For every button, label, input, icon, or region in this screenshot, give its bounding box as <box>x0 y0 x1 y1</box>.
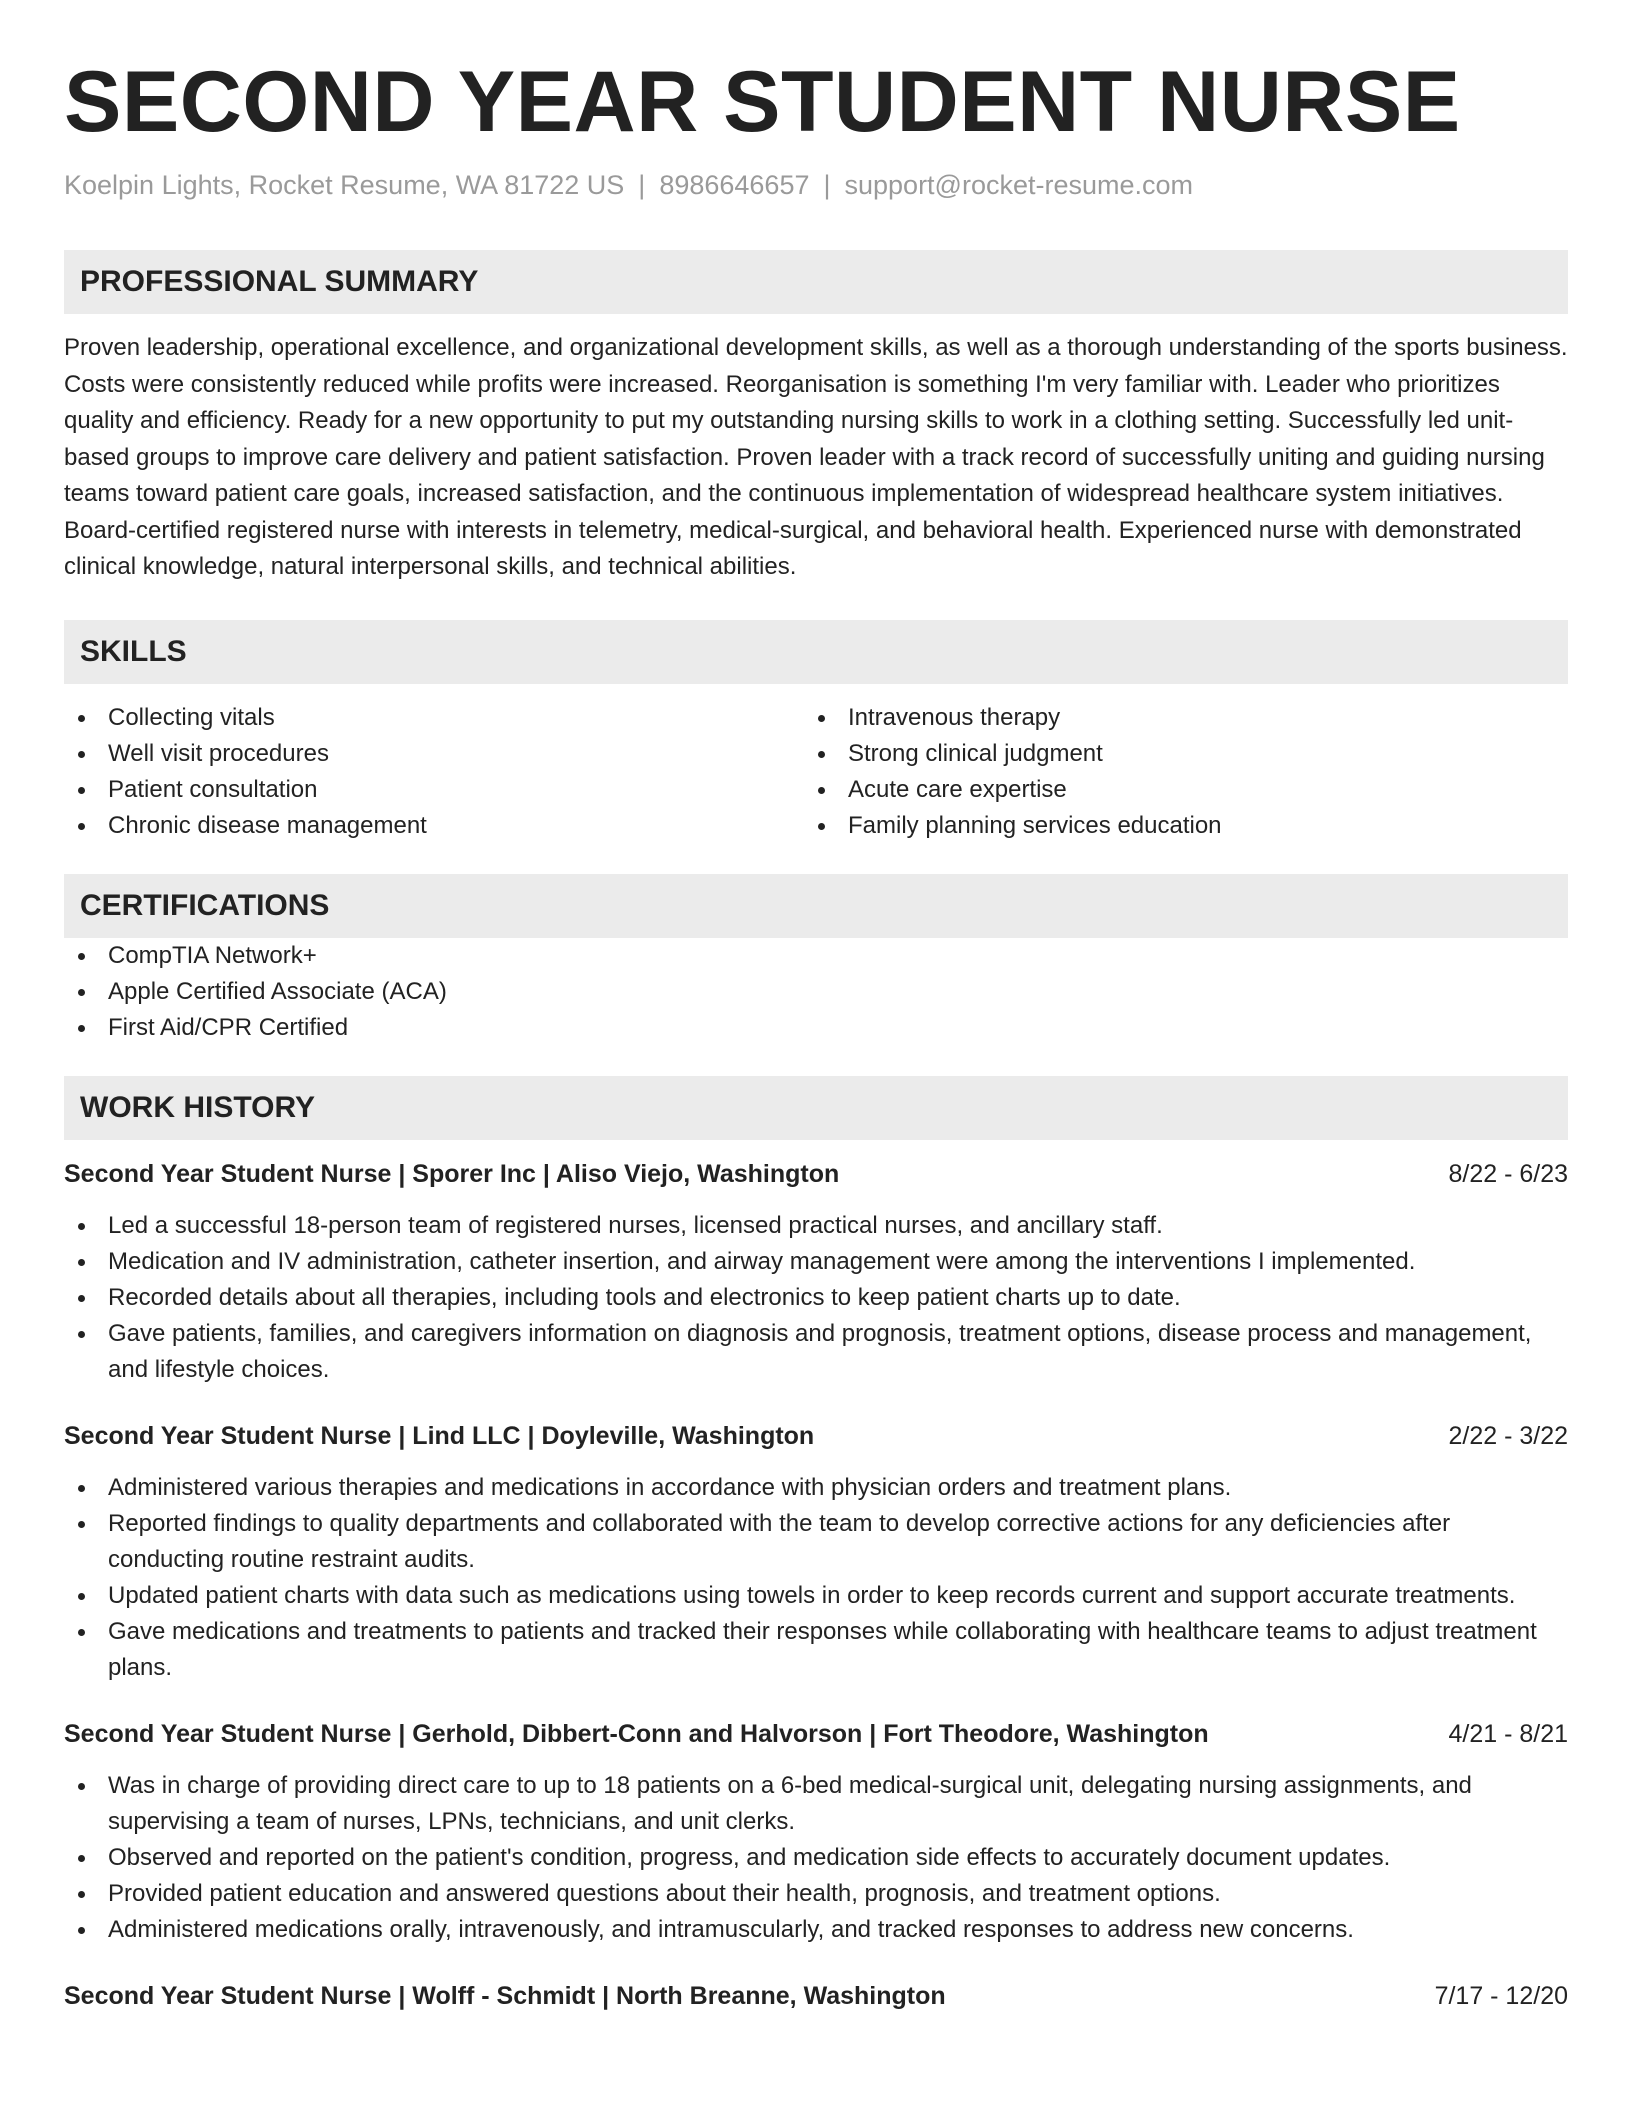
job-dates: 2/22 - 3/22 <box>1448 1421 1568 1450</box>
job-bullets <box>64 1470 1568 1686</box>
job-bullets <box>64 1208 1568 1388</box>
job-title: Second Year Student Nurse | Lind LLC | Doyleville, Washington <box>64 1421 815 1450</box>
skill-item: Collecting vitals <box>64 700 804 736</box>
contact-address: Koelpin Lights, Rocket Resume, WA 81722 US <box>64 170 625 200</box>
skill-item: Acute care expertise <box>804 772 1544 808</box>
skills-column-left <box>64 700 804 844</box>
certifications-list <box>64 938 1568 1046</box>
skill-item: Strong clinical judgment <box>804 736 1544 772</box>
job-title: Second Year Student Nurse | Wolff - Schmidt | North Breanne, Washington <box>64 1981 946 2010</box>
skill-item: Patient consultation <box>64 772 804 808</box>
certification-item: CompTIA Network+ <box>64 938 1568 974</box>
job-header <box>64 1716 1568 1752</box>
job-dates: 7/17 - 12/20 <box>1434 1981 1568 2010</box>
contact-separator: | <box>638 170 646 200</box>
job-bullet: Led a successful 18-person team of registered nurses, licensed practical nurses, and ancillary staff. <box>64 1208 1568 1244</box>
section-header-skills: SKILLS <box>64 620 1568 684</box>
job-entry <box>64 1716 1568 1948</box>
job-bullet: Medication and IV administration, catheter insertion, and airway management were among the interventions I implemented. <box>64 1244 1568 1280</box>
skill-item: Family planning services education <box>804 808 1544 844</box>
contact-phone: 8986646657 <box>659 170 810 200</box>
contact-line <box>64 168 1568 202</box>
certification-item: First Aid/CPR Certified <box>64 1010 1568 1046</box>
contact-separator: | <box>823 170 831 200</box>
job-entry <box>64 1156 1568 1388</box>
contact-email: support@rocket-resume.com <box>844 170 1194 200</box>
skill-item: Intravenous therapy <box>804 700 1544 736</box>
job-header <box>64 1418 1568 1454</box>
section-header-certifications: CERTIFICATIONS <box>64 874 1568 938</box>
job-bullet: Administered various therapies and medications in accordance with physician orders and treatment plans. <box>64 1470 1568 1506</box>
job-bullet: Was in charge of providing direct care to up to 18 patients on a 6-bed medical-surgical unit, delegating nursing assignments, and supervising a team of nurses, LPNs, technicians, and unit clerks. <box>64 1768 1568 1840</box>
job-bullet: Provided patient education and answered questions about their health, prognosis, and treatment options. <box>64 1876 1568 1912</box>
skills-grid <box>64 700 1568 844</box>
resume-title: SECOND YEAR STUDENT NURSE <box>64 54 1461 150</box>
skills-column-right <box>804 700 1544 844</box>
job-dates: 4/21 - 8/21 <box>1448 1719 1568 1748</box>
job-bullet: Recorded details about all therapies, including tools and electronics to keep patient charts up to date. <box>64 1280 1568 1316</box>
job-header <box>64 1156 1568 1192</box>
section-header-work-history: WORK HISTORY <box>64 1076 1568 1140</box>
certification-item: Apple Certified Associate (ACA) <box>64 974 1568 1010</box>
job-bullet: Reported findings to quality departments and collaborated with the team to develop corrective actions for any deficiencies after conducting routine restraint audits. <box>64 1506 1568 1578</box>
job-bullet: Observed and reported on the patient's condition, progress, and medication side effects to accurately document updates. <box>64 1840 1568 1876</box>
job-title: Second Year Student Nurse | Gerhold, Dibbert-Conn and Halvorson | Fort Theodore, Washington <box>64 1719 1209 1748</box>
section-header-summary: PROFESSIONAL SUMMARY <box>64 250 1568 314</box>
job-bullets <box>64 1768 1568 1948</box>
job-bullet: Gave medications and treatments to patients and tracked their responses while collaborating with healthcare teams to adjust treatment plans. <box>64 1614 1568 1686</box>
job-entry <box>64 1978 1568 2014</box>
skill-item: Well visit procedures <box>64 736 804 772</box>
job-dates: 8/22 - 6/23 <box>1448 1159 1568 1188</box>
summary-text: Proven leadership, operational excellence, and organizational development skills, as well as a thorough understanding of the sports business. Costs were consistently reduced while profits were increased. Reorganisation is something I'm very familiar with. Leader who prioritizes quality and efficiency. Ready for a new opportunity to put my outstanding nursing skills to work in a clothing setting. Successfully led unit-based groups to improve care delivery and patient satisfaction. Proven leader with a track record of successfully uniting and guiding nursing teams toward patient care goals, increased satisfaction, and the continuous implementation of widespread healthcare system initiatives. Board-certified registered nurse with interests in telemetry, medical-surgical, and behavioral health. Experienced nurse with demonstrated clinical knowledge, natural interpersonal skills, and technical abilities. <box>64 334 1568 580</box>
skill-item: Chronic disease management <box>64 808 804 844</box>
job-header <box>64 1978 1568 2014</box>
job-bullet: Updated patient charts with data such as medications using towels in order to keep records current and support accurate treatments. <box>64 1578 1568 1614</box>
job-bullet: Administered medications orally, intravenously, and intramuscularly, and tracked responses to address new concerns. <box>64 1912 1568 1948</box>
job-bullet: Gave patients, families, and caregivers information on diagnosis and prognosis, treatment options, disease process and management, and lifestyle choices. <box>64 1316 1568 1388</box>
job-title: Second Year Student Nurse | Sporer Inc | Aliso Viejo, Washington <box>64 1159 840 1188</box>
job-entry <box>64 1418 1568 1686</box>
